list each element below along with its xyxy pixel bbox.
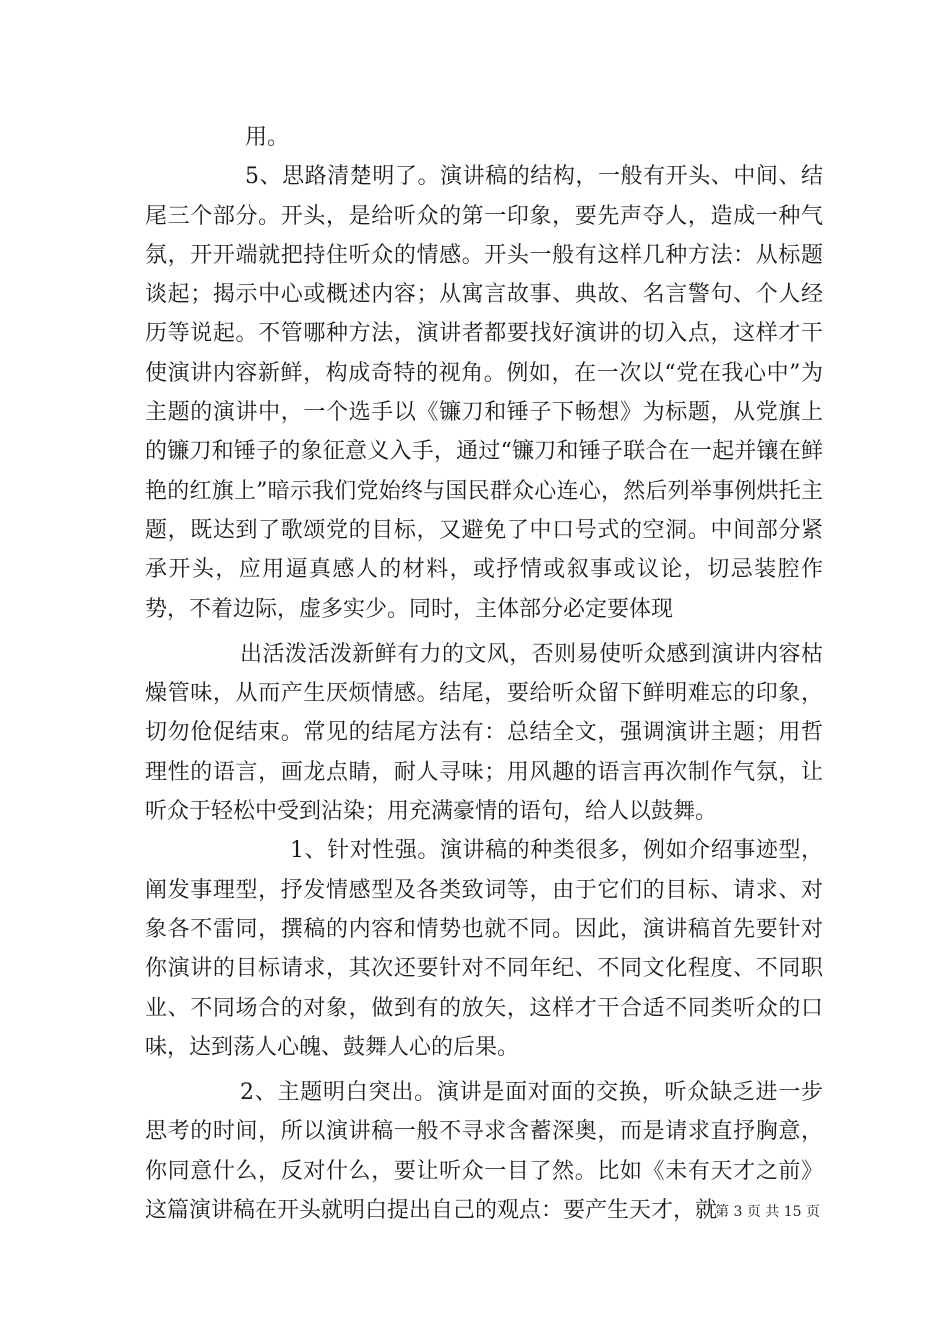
document-body (145, 118, 823, 1230)
paragraph-point-2: 2、主题明白突出。演讲是面对面的交换，听众缺乏进一步思考的时间，所以演讲稿一般不寻求含蓄深奥，而是请求直抒胸意，你同意什么，反对什么，要让听众一目了然。比如《未有天才之前》这篇演讲稿在开头就明白提出自己的观点：要产生天才，就 (145, 1080, 823, 1224)
paragraph-point-5: 5、思路清楚明了。演讲稿的结构，一般有开头、中间、结尾三个部分。开头，是给听众的第一印象，要先声夺人，造成一种气氛，开开端就把持住听众的情感。开头一般有这样几种方法：从标题谈起；揭示中心或概述内容；从寓言故事、典故、名言警句、个人经历等说起。不管哪种方法，演讲者都要找好演讲的切入点，这样才干使演讲内容新鲜，构成奇特的视角。例如，在一次以“党在我心中”为主题的演讲中，一个选手以《镰刀和锤子下畅想》为标题，从党旗上的镰刀和锤子的象征意义入手，通过“镰刀和锤子联合在一起并镶在鲜艳的红旗上”暗示我们党始终与国民群众心连心，然后列举事例烘托主题，既达到了歌颂党的目标，又避免了中口号式的空洞。中间部分紧承开头，应用逼真感人的材料，或抒情或叙事或议论，切忌装腔作势，不着边际，虚多实少。同时，主体部分必定要体现 (145, 164, 823, 622)
paragraph-continuation: 用。 (245, 125, 290, 150)
page-footer: 第 3 页 共 15 页 (715, 1204, 820, 1220)
paragraph-point-1: 1、针对性强。演讲稿的种类很多，例如介绍事迹型，阐发事理型，抒发情感型及各类致词等，由于它们的目标、请求、对象各不雷同，撰稿的内容和情势也就不同。因此，演讲稿首先要针对你演讲的目标请求，其次还要针对不同年纪、不同文化程度、不同职业、不同场合的对象，做到有的放矢，这样才干合适不同类听众的口味，达到荡人心魄、鼓舞人心的后果。 (145, 838, 823, 1060)
paragraph-ending-methods: 出活泼活泼新鲜有力的文风，否则易使听众感到演讲内容枯燥管味，从而产生厌烦情感。结尾，要给听众留下鲜明难忘的印象，切勿伧促结束。常见的结尾方法有：总结全文，强调演讲主题；用哲理性的语言，画龙点睛，耐人寻味；用风趣的语言再次制作气氛，让听众于轻松中受到沾染；用充满豪情的语句，给人以鼓舞。 (145, 641, 823, 825)
